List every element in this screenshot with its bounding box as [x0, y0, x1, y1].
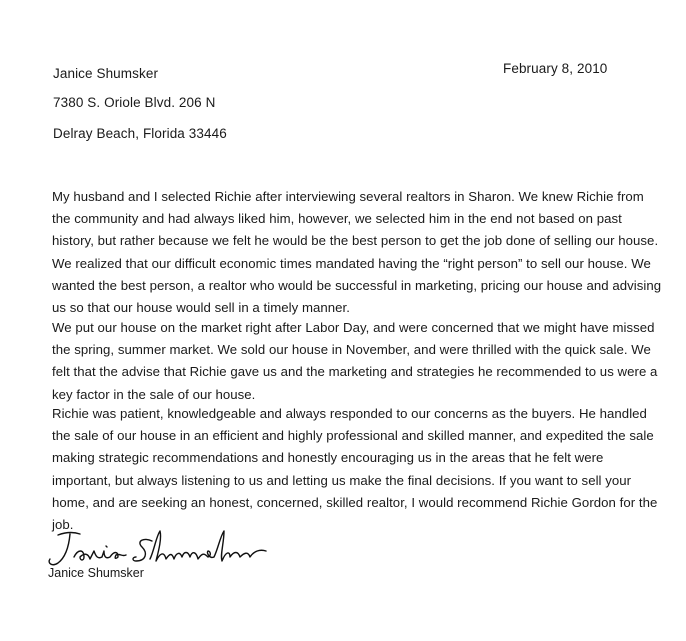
body-paragraph-1: My husband and I selected Richie after interviewing several realtors in Sharon. We knew Richie from the community and had always liked him, however, we selected him in the end not based on past history, but rather because we felt he would be the best person to get the job done of selling our house. We realized that our difficult economic times mandated having the “right person” to sell our house. We wanted the best person, a realtor who would be successful in marketing, pricing our house and advising us so that our house would sell in a timely manner. — [52, 189, 662, 316]
body-paragraph-2: We put our house on the market right after Labor Day, and were concerned that we might have missed the spring, summer market. We sold our house in November, and were thrilled with the quick sale. We felt that the advise that Richie gave us and the marketing and strategies he recommended to us were a key factor in the sale of our house. — [52, 320, 658, 402]
sender-street: 7380 S. Oriole Blvd. 206 N — [53, 95, 216, 110]
signature-printed-name: Janice Shumsker — [48, 566, 144, 580]
sender-city: Delray Beach, Florida 33446 — [53, 126, 227, 141]
body-paragraph-3: Richie was patient, knowledgeable and always responded to our concerns as the buyers. He handled the sale of our house in an efficient and highly professional and skilled manner, and expedited the sale making strategic recommendations and honestly encouraging us in the areas that he felt were important, but always listening to us and letting us make the final decisions. If you want to sell your home, and are seeking an honest, concerned, skilled realtor, I would recommend Richie Gordon for the job. — [52, 406, 658, 533]
handwritten-signature — [44, 527, 294, 571]
signature-scribble — [44, 527, 294, 571]
letter-date: February 8, 2010 — [503, 61, 608, 76]
sender-name: Janice Shumsker — [53, 66, 159, 81]
